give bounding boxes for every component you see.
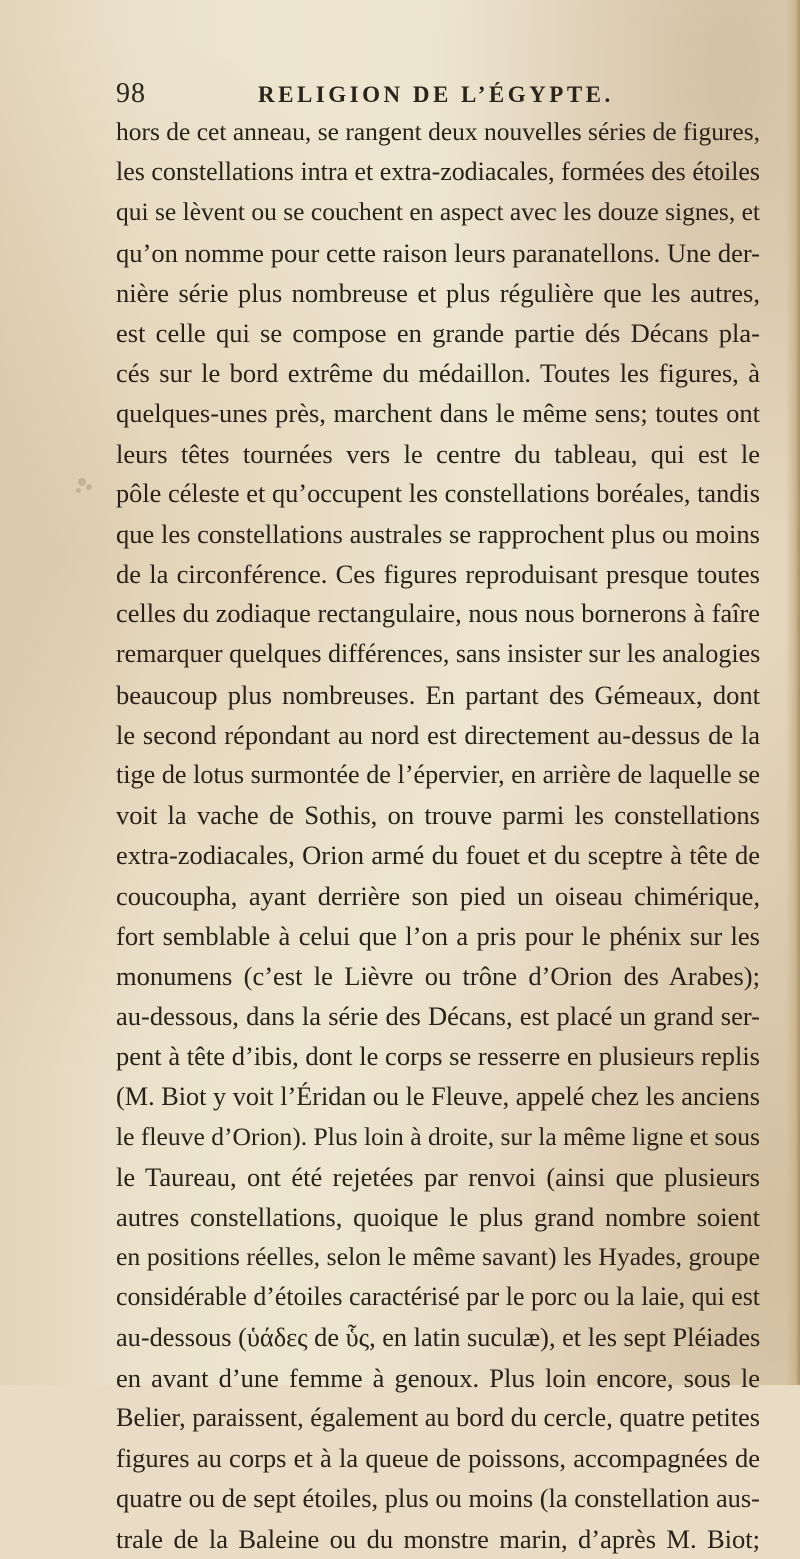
text-line: Belier, paraissent, également au bord du cercle, quatre petites	[116, 1403, 760, 1432]
text-line: pôle céleste et qu’occupent les constellations boréales, tandis	[116, 478, 760, 508]
text-line: (M. Biot y voit l’Éridan ou le Fleuve, appelé chez les anciens	[116, 1081, 760, 1111]
text-line: quelques-unes près, marchent dans le même sens; toutes ont	[116, 398, 760, 429]
text-line: hors de cet anneau, se rangent deux nouvelles séries de figures,	[116, 117, 760, 146]
text-line: trale de la Baleine ou du monstre marin, d’après M. Biot;	[116, 1523, 760, 1554]
text-line: au-dessous (ὑάδες de ὗς, en latin suculæ), et les sept Pléiades	[116, 1322, 761, 1352]
text-line: autres constellations, quoique le plus grand nombre soient	[116, 1202, 760, 1233]
text-line: fort semblable à celui que l’on a pris pour le phénix sur les	[116, 920, 760, 951]
text-line: de la circonférence. Ces figures reproduisant presque toutes	[116, 559, 760, 590]
text-line: le second répondant au nord est directement au-dessus de la	[116, 719, 760, 750]
page-number: 98	[116, 78, 146, 109]
text-line: voit la vache de Sothis, on trouve parmi les constellations	[116, 800, 760, 831]
text-line: en positions réelles, selon le même savant) les Hyades, groupe	[116, 1242, 760, 1272]
text-line: que les constellations australes se rapprochent plus ou moins	[116, 518, 760, 549]
text-line: extra-zodiacales, Orion armé du fouet et du sceptre à tête de	[116, 840, 760, 871]
text-line: beaucoup plus nombreuses. En partant des Gémeaux, dont	[116, 679, 760, 710]
text-line: celles du zodiaque rectangulaire, nous nous bornerons à faîre	[116, 599, 760, 629]
text-line: est celle qui se compose en grande partie dés Décans pla-	[116, 317, 760, 348]
text-line: quatre ou de sept étoiles, plus ou moins (la constellation aus-	[116, 1483, 760, 1514]
text-line: en avant d’une femme à genoux. Plus loin encore, sous le	[116, 1362, 760, 1393]
text-line: monumens (c’est le Lièvre ou trône d’Orion des Arabes);	[116, 960, 760, 991]
page-edge	[786, 0, 800, 1385]
text-line: qu’on nomme pour cette raison leurs paranatellons. Une der-	[116, 237, 760, 268]
body-text	[116, 112, 760, 1559]
text-line: considérable d’étoiles caractérisé par le porc ou la laie, qui est	[116, 1282, 760, 1312]
margin-ink-mark	[72, 470, 102, 500]
text-line: coucoupha, ayant derrière son pied un oiseau chimérique,	[116, 880, 760, 911]
text-line: au-dessous, dans la série des Décans, est placé un grand ser-	[116, 1001, 760, 1032]
text-line: le fleuve d’Orion). Plus loin à droite, sur la même ligne et sous	[116, 1121, 760, 1151]
text-line: cés sur le bord extrême du médaillon. Toutes les figures, à	[116, 358, 760, 389]
text-line: pent à tête d’ibis, dont le corps se resserre en plusieurs replis	[116, 1041, 760, 1072]
text-line: remarquer quelques différences, sans insister sur les analogies	[116, 639, 761, 669]
text-line: les constellations intra et extra-zodiacales, formées des étoiles	[116, 157, 760, 187]
text-line: tige de lotus surmontée de l’épervier, en arrière de laquelle se	[116, 760, 760, 789]
text-line: leurs têtes tournées vers le centre du tableau, qui est le	[116, 438, 760, 469]
running-title: RELIGION DE L’ÉGYPTE.	[258, 82, 614, 107]
text-line: figures au corps et à la queue de poissons, accompagnées de	[116, 1443, 760, 1474]
text-line: le Taureau, ont été rejetées par renvoi (ainsi que plusieurs	[116, 1161, 760, 1192]
text-line: qui se lèvent ou se couchent en aspect avec les douze signes, et	[116, 197, 760, 227]
page-header	[116, 70, 676, 114]
text-line: nière série plus nombreuse et plus régulière que les autres,	[116, 277, 760, 308]
